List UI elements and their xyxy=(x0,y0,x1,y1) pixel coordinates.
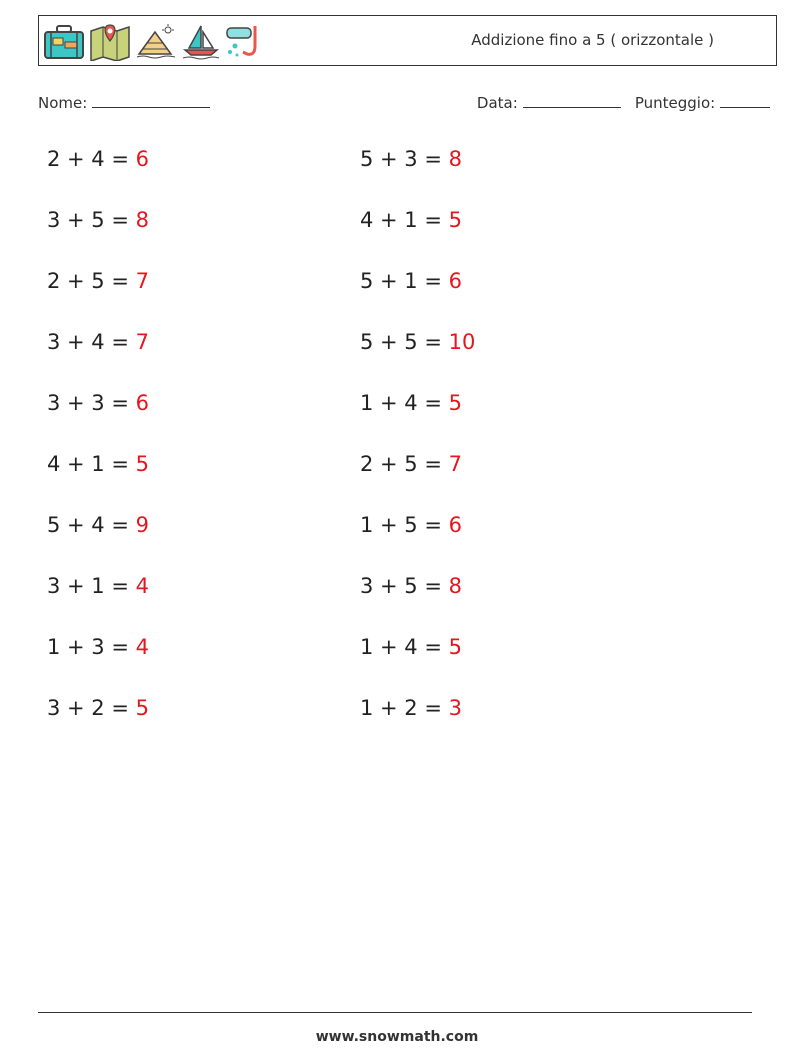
problem-answer: 5 xyxy=(448,635,462,659)
problem-question: 3 + 5 = xyxy=(47,208,136,232)
problem-answer: 5 xyxy=(448,208,462,232)
problem-question: 1 + 4 = xyxy=(360,391,449,415)
date-score-fields xyxy=(477,93,770,112)
date-blank[interactable] xyxy=(523,93,621,108)
problem-answer: 3 xyxy=(448,696,462,720)
problem-7 xyxy=(47,330,149,354)
problem-6 xyxy=(360,269,462,293)
map-icon xyxy=(89,23,131,61)
problem-answer: 6 xyxy=(135,391,149,415)
problem-answer: 8 xyxy=(135,208,149,232)
problem-question: 3 + 3 = xyxy=(47,391,136,415)
problem-question: 2 + 5 = xyxy=(47,269,136,293)
name-label: Nome: xyxy=(38,94,88,112)
problem-14 xyxy=(360,513,462,537)
problem-question: 5 + 1 = xyxy=(360,269,449,293)
problem-answer: 5 xyxy=(448,391,462,415)
footer-divider xyxy=(38,1012,752,1013)
problem-8 xyxy=(360,330,475,354)
problem-question: 5 + 5 = xyxy=(360,330,449,354)
problem-question: 1 + 2 = xyxy=(360,696,449,720)
footer-url: www.snowmath.com xyxy=(315,1029,479,1045)
problem-answer: 6 xyxy=(448,269,462,293)
problem-answer: 5 xyxy=(135,452,149,476)
problem-15 xyxy=(47,574,149,598)
problem-answer: 7 xyxy=(135,330,149,354)
worksheet-title: Addizione fino a 5 ( orizzontale ) xyxy=(471,31,714,49)
snorkel-icon xyxy=(225,24,265,60)
problem-3 xyxy=(47,208,149,232)
problem-answer: 7 xyxy=(135,269,149,293)
problem-answer: 9 xyxy=(135,513,149,537)
problem-18 xyxy=(360,635,462,659)
problem-question: 1 + 5 = xyxy=(360,513,449,537)
problem-question: 3 + 5 = xyxy=(360,574,449,598)
problem-answer: 8 xyxy=(448,147,462,171)
problem-question: 3 + 2 = xyxy=(47,696,136,720)
problem-answer: 10 xyxy=(448,330,476,354)
problem-question: 4 + 1 = xyxy=(47,452,136,476)
problem-question: 3 + 1 = xyxy=(47,574,136,598)
problem-2 xyxy=(360,147,462,171)
problem-answer: 6 xyxy=(448,513,462,537)
problem-1 xyxy=(47,147,149,171)
problem-question: 2 + 5 = xyxy=(360,452,449,476)
problem-answer: 7 xyxy=(448,452,462,476)
problem-answer: 5 xyxy=(135,696,149,720)
problem-19 xyxy=(47,696,149,720)
problem-answer: 4 xyxy=(135,574,149,598)
date-label: Data: xyxy=(476,94,518,112)
score-label: Punteggio: xyxy=(634,94,716,112)
problem-answer: 8 xyxy=(448,574,462,598)
problem-question: 2 + 4 = xyxy=(47,147,136,171)
name-blank[interactable] xyxy=(92,93,210,108)
problem-question: 3 + 4 = xyxy=(47,330,136,354)
problem-13 xyxy=(47,513,149,537)
problem-answer: 4 xyxy=(135,635,149,659)
problem-9 xyxy=(47,391,149,415)
name-field xyxy=(38,93,210,112)
worksheet-header xyxy=(38,15,777,66)
problem-4 xyxy=(360,208,462,232)
problem-20 xyxy=(360,696,462,720)
problem-11 xyxy=(47,452,149,476)
problem-16 xyxy=(360,574,462,598)
problem-question: 1 + 3 = xyxy=(47,635,136,659)
problem-question: 1 + 4 = xyxy=(360,635,449,659)
problem-answer: 6 xyxy=(135,147,149,171)
problem-question: 5 + 3 = xyxy=(360,147,449,171)
suitcase-icon xyxy=(43,24,85,60)
problem-5 xyxy=(47,269,149,293)
problem-question: 4 + 1 = xyxy=(360,208,449,232)
sailboat-icon xyxy=(181,24,221,60)
score-blank[interactable] xyxy=(720,93,770,108)
header-icons xyxy=(43,21,265,63)
pyramid-icon xyxy=(135,24,177,60)
problem-question: 5 + 4 = xyxy=(47,513,136,537)
problem-10 xyxy=(360,391,462,415)
problem-17 xyxy=(47,635,149,659)
problem-12 xyxy=(360,452,462,476)
